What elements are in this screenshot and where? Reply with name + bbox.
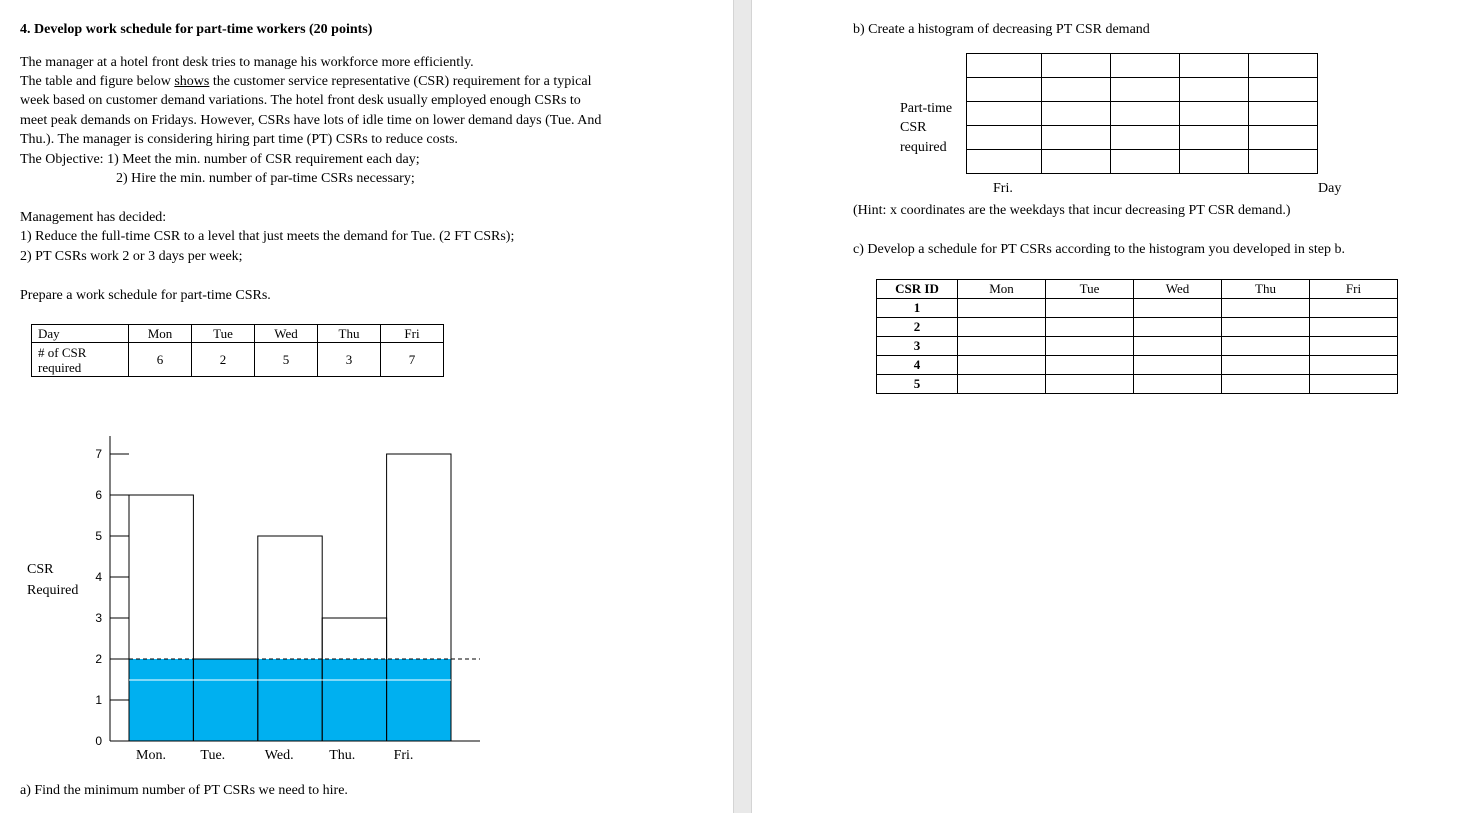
hist-ylabel-line-3: required xyxy=(900,140,947,155)
schedule-header-wed: Wed xyxy=(1134,280,1222,299)
grid-cell[interactable] xyxy=(1042,150,1111,174)
grid-row xyxy=(967,54,1318,78)
grid-cell[interactable] xyxy=(1042,78,1111,102)
table-header-day: Day xyxy=(32,325,129,343)
y-tick-label: 6 xyxy=(95,488,102,502)
y-axis-label: CSR xyxy=(27,562,54,577)
schedule-cell[interactable] xyxy=(958,337,1046,356)
x-tick-label: Wed. xyxy=(264,748,294,763)
schedule-header-id: CSR ID xyxy=(877,280,958,299)
y-tick-label: 7 xyxy=(95,447,102,461)
question-a: a) Find the minimum number of PT CSRs we need to hire. xyxy=(20,783,348,798)
grid-cell[interactable] xyxy=(1042,102,1111,126)
csr-id-cell: 5 xyxy=(877,375,958,394)
pt-schedule-table xyxy=(876,279,1398,394)
management-line-2: 2) PT CSRs work 2 or 3 days per week; xyxy=(20,249,243,264)
table-cell: Tue xyxy=(192,325,255,343)
grid-cell[interactable] xyxy=(1042,54,1111,78)
schedule-cell[interactable] xyxy=(1046,337,1134,356)
table-row xyxy=(877,356,1398,375)
y-tick-label: 1 xyxy=(95,693,102,707)
schedule-cell[interactable] xyxy=(1134,375,1222,394)
table-row xyxy=(877,337,1398,356)
y-tick-label: 5 xyxy=(95,529,102,543)
schedule-cell[interactable] xyxy=(958,356,1046,375)
grid-cell[interactable] xyxy=(967,126,1042,150)
schedule-cell[interactable] xyxy=(1222,318,1310,337)
schedule-cell[interactable] xyxy=(1046,356,1134,375)
table-row xyxy=(877,375,1398,394)
schedule-cell[interactable] xyxy=(1310,299,1398,318)
grid-cell[interactable] xyxy=(967,54,1042,78)
schedule-cell[interactable] xyxy=(1134,318,1222,337)
prepare-text: Prepare a work schedule for part-time CSRs. xyxy=(20,288,271,303)
schedule-cell[interactable] xyxy=(1310,318,1398,337)
grid-cell[interactable] xyxy=(1111,102,1180,126)
csr-bar-chart xyxy=(0,430,500,775)
schedule-header-thu: Thu xyxy=(1222,280,1310,299)
grid-cell[interactable] xyxy=(967,78,1042,102)
grid-row xyxy=(967,102,1318,126)
table-cell: 5 xyxy=(255,343,318,377)
grid-cell[interactable] xyxy=(1180,102,1249,126)
management-heading: Management has decided: xyxy=(20,210,167,225)
intro-line-5: Thu.). The manager is considering hiring part time (PT) CSRs to reduce costs. xyxy=(20,132,458,147)
schedule-cell[interactable] xyxy=(1222,299,1310,318)
hist-ylabel-line-2: CSR xyxy=(900,120,927,135)
schedule-cell[interactable] xyxy=(1134,356,1222,375)
grid-cell[interactable] xyxy=(967,150,1042,174)
table-cell: 7 xyxy=(381,343,444,377)
table-row xyxy=(877,318,1398,337)
table-row xyxy=(32,325,444,343)
grid-cell[interactable] xyxy=(1180,78,1249,102)
schedule-cell[interactable] xyxy=(1222,375,1310,394)
schedule-cell[interactable] xyxy=(1134,299,1222,318)
grid-cell[interactable] xyxy=(1180,54,1249,78)
schedule-cell[interactable] xyxy=(1222,356,1310,375)
csr-id-cell: 1 xyxy=(877,299,958,318)
y-tick-label: 0 xyxy=(95,734,102,748)
y-tick-label: 4 xyxy=(95,570,102,584)
schedule-cell[interactable] xyxy=(958,318,1046,337)
table-cell: Wed xyxy=(255,325,318,343)
grid-cell[interactable] xyxy=(1111,54,1180,78)
schedule-cell[interactable] xyxy=(958,375,1046,394)
intro-line-1: The manager at a hotel front desk tries to manage his workforce more efficiently. xyxy=(20,55,474,70)
problem-heading: 4. Develop work schedule for part-time workers (20 points) xyxy=(20,22,373,37)
page-separator xyxy=(733,0,752,813)
histogram-grid xyxy=(966,53,1318,174)
y-tick-label: 2 xyxy=(95,652,102,666)
objective-line-2: 2) Hire the min. number of par-time CSRs necessary; xyxy=(116,171,415,186)
table-cell: Thu xyxy=(318,325,381,343)
hist-x-axis-label: Day xyxy=(1318,181,1342,196)
schedule-cell[interactable] xyxy=(1046,318,1134,337)
hist-x-first-label: Fri. xyxy=(993,181,1013,196)
grid-row xyxy=(967,126,1318,150)
intro-line-2: The table and figure below shows the customer service representative (CSR) requirement for a typical xyxy=(20,74,592,89)
csr-id-cell: 4 xyxy=(877,356,958,375)
table-row xyxy=(877,280,1398,299)
table-cell: Fri xyxy=(381,325,444,343)
underlined-word: shows xyxy=(174,74,210,89)
grid-cell[interactable] xyxy=(1180,150,1249,174)
grid-row xyxy=(967,78,1318,102)
part-c-heading: c) Develop a schedule for PT CSRs according to the histogram you developed in step b. xyxy=(853,242,1345,257)
grid-cell[interactable] xyxy=(1111,78,1180,102)
table-cell: Mon xyxy=(129,325,192,343)
schedule-cell[interactable] xyxy=(1222,337,1310,356)
schedule-cell[interactable] xyxy=(1310,337,1398,356)
schedule-cell[interactable] xyxy=(1134,337,1222,356)
intro-line-3: week based on customer demand variations. The hotel front desk usually employed enough CSRs to xyxy=(20,93,581,108)
grid-cell[interactable] xyxy=(1249,150,1318,174)
csr-requirement-table xyxy=(31,324,444,377)
schedule-cell[interactable] xyxy=(1310,356,1398,375)
grid-cell[interactable] xyxy=(1042,126,1111,150)
schedule-cell[interactable] xyxy=(958,299,1046,318)
table-cell: 6 xyxy=(129,343,192,377)
hist-ylabel-line-1: Part-time xyxy=(900,101,953,116)
table-row xyxy=(877,299,1398,318)
grid-cell[interactable] xyxy=(1111,150,1180,174)
table-row xyxy=(32,343,444,377)
x-tick-label: Thu. xyxy=(329,748,356,763)
grid-cell[interactable] xyxy=(967,102,1042,126)
schedule-cell[interactable] xyxy=(1046,299,1134,318)
hint-text: (Hint: x coordinates are the weekdays that incur decreasing PT CSR demand.) xyxy=(853,203,1291,218)
table-cell: 2 xyxy=(192,343,255,377)
grid-cell[interactable] xyxy=(1249,78,1318,102)
grid-cell[interactable] xyxy=(1111,126,1180,150)
full-time-fill xyxy=(129,659,451,741)
schedule-header-fri: Fri xyxy=(1310,280,1398,299)
x-tick-label: Tue. xyxy=(200,748,226,763)
grid-cell[interactable] xyxy=(1249,54,1318,78)
y-axis-label: Required xyxy=(27,583,79,598)
y-tick-label: 3 xyxy=(95,611,102,625)
grid-cell[interactable] xyxy=(1249,102,1318,126)
intro-line-4: meet peak demands on Fridays. However, CSRs have lots of idle time on lower demand days (Tue. And xyxy=(20,113,602,128)
grid-row xyxy=(967,150,1318,174)
schedule-header-tue: Tue xyxy=(1046,280,1134,299)
csr-id-cell: 3 xyxy=(877,337,958,356)
management-line-1: 1) Reduce the full-time CSR to a level that just meets the demand for Tue. (2 FT CSRs); xyxy=(20,229,515,244)
x-tick-label: Mon. xyxy=(136,748,166,763)
schedule-cell[interactable] xyxy=(1310,375,1398,394)
table-header-csr: # of CSR required xyxy=(32,343,129,377)
x-tick-label: Fri. xyxy=(393,748,414,763)
grid-cell[interactable] xyxy=(1249,126,1318,150)
grid-cell[interactable] xyxy=(1180,126,1249,150)
schedule-cell[interactable] xyxy=(1046,375,1134,394)
schedule-header-mon: Mon xyxy=(958,280,1046,299)
part-b-heading: b) Create a histogram of decreasing PT CSR demand xyxy=(853,22,1150,37)
objective-line-1: The Objective: 1) Meet the min. number of CSR requirement each day; xyxy=(20,152,420,167)
csr-id-cell: 2 xyxy=(877,318,958,337)
table-cell: 3 xyxy=(318,343,381,377)
